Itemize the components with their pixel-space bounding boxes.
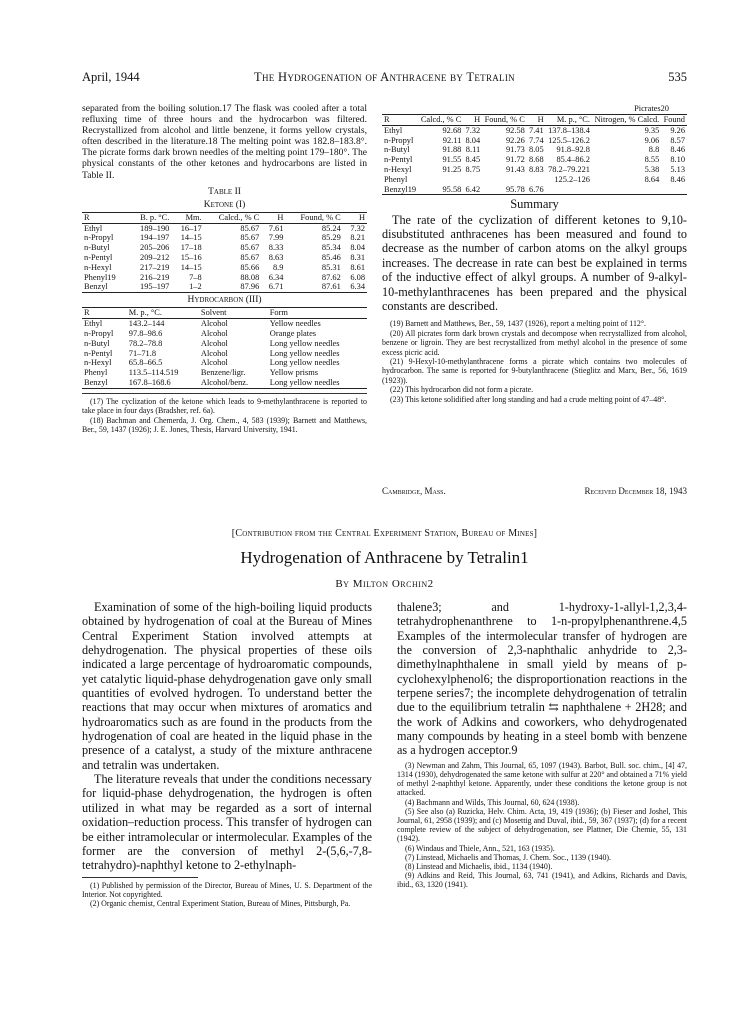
analysis-cell: 8.46 [670,174,685,184]
ketone-cell: 209–212 [140,253,170,263]
summary-heading: Summary [510,197,559,212]
hydrocarbon-cell: Alcohol [200,328,228,338]
article-right-footnotes [397,761,687,890]
ketone-cell: 7.32 [350,223,365,233]
analysis-cell: 91.8–92.8 [556,145,590,155]
analysis-row [382,165,687,175]
hydrocarbon-header-cell: M. p., °C. [128,308,162,318]
ketone-cell: 216–219 [140,272,170,282]
analysis-cell [546,185,592,195]
hydrocarbon-cell: 71–71.8 [128,348,156,358]
hydrocarbon-cell: Yellow needles [269,319,321,329]
ketone-cell: n-Butyl [84,243,110,253]
ketone-cell: Benzyl [84,282,108,292]
analysis-cell [592,185,661,195]
analysis-row [382,125,687,135]
analysis-cell: 7.41 [529,125,544,135]
right-top-footnotes [382,319,687,404]
footnote: (6) Windaus and Thiele, Ann., 521, 163 (1935). [405,843,555,853]
article-right-column [397,600,687,890]
analysis-header-cell: H [474,115,481,125]
analysis-cell: 91.73 [505,145,525,155]
hydrocarbon-cell: 97.8–98.6 [128,328,163,338]
ketone-cell: 14–15 [180,233,202,243]
analysis-cell [418,175,463,185]
ketone-cell: 15–16 [180,253,202,263]
article-title: Hydrogenation of Anthracene by Tetralin1 [240,548,529,567]
ketone-cell: 85.67 [240,243,260,253]
body-paragraph-3: thalene3; and 1-hydroxy-1-allyl-1,2,3,4-tetrahydrophenanthrene to 1-n-propylphenanthrene.4,5 Examples of the intermolecular transfer of hydrogen are the conversion of 2,3-naphthalic anhydride to 2,3-dimethylnaphthalene in small yield by means of p-cyclohexylphenol6; the disproportionation reactions in the terpene series7; the incomplete dehydrogenation of tetralin due to the equilibrium tetralin ⇆ naphthalene + 2H28; and the work of Adkins and coworkers, who dehydrogenated many compounds by heating in a steel bomb with benzene as a hydrogen acceptor.9 [397,600,687,758]
footnote: (3) Newman and Zahm, This Journal, 65, 1097 (1943). Barbot, Bull. soc. chim., [4] 47, 1314 (1930), dehydrogenated the same ketone with sulfur at 220° and obtained a 71% yield of methyl 2-naphthyl ketone. Apparently, under these conditions the ketone group is not attacked. [397,760,687,798]
hydrocarbon-cell: Long yellow needles [269,358,340,368]
analysis-cell [463,175,482,185]
footnote: (18) Bachman and Chemerda, J. Org. Chem., 4, 583 (1939); Barnett and Matthews, Ber., 59, 1437 (1926); J. E. Jones, Thesis, Harvard University, 1941. [82,415,367,434]
ketone-cell: 1–2 [189,282,202,292]
analysis-cell: 92.26 [505,135,525,145]
ketone-cell: 189–190 [140,223,170,233]
ketone-header-cell: Calcd., % C [218,212,260,222]
analysis-table-header [382,115,687,126]
analysis-cell: 91.55 [442,155,462,165]
ketone-cell: 205–206 [140,243,170,253]
analysis-cell: Benzyl19 [384,184,417,194]
picrates-label: Picrates20 [634,104,669,113]
footnote: (22) This hydrocarbon did not form a picrate. [390,385,534,395]
hydrocarbon-cell: Alcohol [200,358,228,368]
ketone-header-cell: B. p. °C. [140,212,170,222]
analysis-cell: n-Hexyl [384,165,412,175]
hydrocarbon-cell: Long yellow needles [269,377,340,387]
analysis-cell: 6.42 [465,184,481,194]
hydrocarbon-header-cell: R [84,308,90,318]
ketone-cell: 85.31 [321,262,341,272]
hydrocarbon-row [82,349,367,359]
hydrocarbon-cell: Alcohol [200,338,228,348]
hydrocarbon-cell: 65.8–66.5 [128,358,163,368]
analysis-row [382,175,687,185]
analysis-cell: n-Propyl [384,135,414,145]
analysis-header-cell: Nitrogen, % Calcd. [594,115,660,125]
analysis-header-cell: Calcd., % C [420,115,462,125]
analysis-header-cell: M. p., °C. [556,115,590,125]
ketone-cell: 195–197 [140,282,170,292]
analysis-cell: 8.45 [465,155,481,165]
analysis-cell: 8.11 [465,145,481,155]
ketone-cell: n-Hexyl [84,262,112,272]
hydrocarbon-row [82,339,367,349]
footnote: (20) All picrates form dark brown crystals and decompose when recrystallized from alcohol, benzene or ligroin. They are best recrystallized from methyl alcohol in the presence of some excess picric acid. [382,328,687,357]
ketone-cell: 85.46 [321,253,341,263]
analysis-row [382,145,687,155]
ketone-row [82,223,367,233]
ketone-cell: 85.66 [240,262,260,272]
footnote: (8) Linstead and Michaelis, ibid., 1134 (1940). [405,862,553,872]
footnote: (2) Organic chemist, Central Experiment Station, Bureau of Mines, Pittsburgh, Pa. [90,898,351,908]
ketone-cell: 8.61 [350,262,365,272]
analysis-cell: 91.88 [442,145,462,155]
hydrocarbon-table-header [82,308,367,319]
analysis-cell: 137.8–138.4 [548,125,590,135]
ketone-cell: n-Pentyl [84,253,113,263]
analysis-cell: 91.72 [505,155,525,165]
analysis-header-cell: Found [663,115,685,125]
hydrocarbon-cell: Alcohol [200,319,228,329]
place: Cambridge, Mass. [382,486,446,496]
header-title: The Hydrogenation of Anthracene by Tetralin [254,70,515,84]
analysis-cell: 92.68 [442,125,462,135]
running-header [82,70,687,86]
ketone-cell: 16–17 [180,223,202,233]
ketone-cell: 7.99 [268,233,284,243]
ketone-cell: 8.63 [268,253,284,263]
hydrocarbon-cell: Yellow prisms [269,368,319,378]
hydrocarbon-cell: Long yellow needles [269,338,340,348]
analysis-cell: 125.5–126.2 [548,135,590,145]
hydrocarbon-caption: Hydrocarbon (III) [187,295,262,306]
analysis-cell: 8.04 [465,135,481,145]
contribution-line: [Contribution from the Central Experiment Station, Bureau of Mines] [231,528,538,539]
ketone-cell: n-Propyl [84,233,114,243]
ketone-cell: 87.61 [321,282,341,292]
ketone-cell: 85.29 [321,233,341,243]
analysis-cell: 8.64 [644,174,660,184]
left-top-footnotes [82,397,367,435]
ketone-cell: 6.34 [350,282,365,292]
ketone-table-header [82,212,367,223]
article-byline: By Milton Orchin2 [335,578,434,590]
ketone-cell: 14–15 [180,262,202,272]
analysis-cell: Ethyl [384,125,403,135]
hydrocarbon-row [82,378,367,388]
analysis-cell: 125.2–126 [554,174,590,184]
body-paragraph-2: The literature reveals that under the conditions necessary for liquid-phase dehydrogenation, the hydrogen is often utilized in what may be regarded as a sort of internal oxidation–reduction process. This transfer of hydrogen can be either intramolecular or intermolecular. Examples of the former are the conversion of methyl 2-(5,6,-7,8-tetrahydro)-naphthyl ketone to 2-ethylnaph- [82,772,372,873]
analysis-cell: 91.25 [442,165,462,175]
hydrocarbon-cell: Benzyl [84,377,108,387]
ketone-cell: Ethyl [84,223,103,233]
ketone-row [82,273,367,283]
hydrocarbon-cell: 167.8–168.6 [128,377,171,387]
analysis-cell: 85.4–86.2 [556,155,590,165]
ketone-cell: 8.31 [350,253,365,263]
ketone-header-cell: Found, % C [300,212,341,222]
ketone-row [82,253,367,263]
ketone-cell: 6.71 [268,282,284,292]
analysis-cell [661,185,687,195]
analysis-cell [482,175,527,185]
hydrocarbon-cell: n-Hexyl [84,358,112,368]
hydrocarbon-cell: Long yellow needles [269,348,340,358]
received-date: Received December 18, 1943 [584,486,687,496]
analysis-cell: n-Butyl [384,145,410,155]
intro-paragraph: separated from the boiling solution.17 The flask was cooled after a total refluxing time of three hours and the hydrocarbon was filtered. Recrystallized from alcohol and little benzene, it forms yellow crystals, often described in the literature.18 The melting point was 182.8–183.8°. The picrate forms dark brown needles of the melting point 179–180°. The physical constants of the other ketones and hydrocarbons are listed in Table II. [82,103,367,181]
hydrocarbon-cell: 113.5–114.519 [128,368,179,378]
hydrocarbon-table [82,307,367,388]
table-caption: Table II [208,186,241,197]
ketone-cell: 7–8 [189,272,202,282]
ketone-cell: 8.04 [350,243,365,253]
analysis-cell: 78.2–79.221 [548,165,590,175]
analysis-cell: 9.35 [644,125,660,135]
footnote-rule [82,393,367,394]
ketone-header-cell: H [358,212,365,222]
analysis-cell: 91.43 [505,165,525,175]
analysis-cell: 5.38 [644,165,660,175]
ketone-cell: 8.21 [350,233,365,243]
hydrocarbon-analysis-table [382,114,687,195]
ketone-cell: 8.9 [272,262,284,272]
analysis-cell: 5.13 [670,165,685,175]
analysis-cell: 8.8 [648,145,660,155]
body-paragraph-1: Examination of some of the high-boiling liquid products obtained by hydrogenation of coal at the Bureau of Mines Central Experiment Station involved attempts at dehydrogenation. The physical properties of these oils indicated a large percentage of hydroaromatic compounds, yet catalytic liquid-phase dehydrogenation gave only small quantities of evolved hydrogen. To understand better the reactions that may occur when mixtures of aromatics and hydroaromatics such as are found in the products from the hydrogenation of coal are heated in the liquid phase in the presence of a catalyst, a study of the mixture anthracene and tetralin was undertaken. [82,600,372,772]
ketone-cell: 7.61 [268,223,284,233]
ketone-cell: 6.08 [350,272,365,282]
hydrocarbon-row [82,358,367,368]
ketone-cell: 8.33 [268,243,284,253]
analysis-cell: 8.68 [529,155,544,165]
analysis-header-cell: H [537,115,544,125]
hydrocarbon-cell: Alcohol/benz. [200,377,249,387]
hydrocarbon-table-body [82,319,367,389]
hydrocarbon-cell: Benzene/ligr. [200,368,246,378]
ketone-cell: Phenyl19 [84,272,116,282]
footnote: (23) This ketone solidified after long standing and had a crude melting point of 47–48°. [390,394,667,404]
ketone-cell: 87.62 [321,272,341,282]
ketone-cell: 87.96 [240,282,260,292]
footnote: (21) 9-Hexyl-10-methylanthracene forms a picrate which contains two molecules of hydrocarbon. The same is reported for 9-butylanthracene (Stieglitz and Marx, Ber., 56, 1619 (1923)). [382,357,687,385]
analysis-cell: n-Pentyl [384,155,413,165]
analysis-cell: 8.10 [670,155,685,165]
ketone-cell: 85.34 [321,243,341,253]
analysis-cell: 8.46 [670,145,685,155]
page-number: 535 [668,70,687,84]
analysis-header-cell: Found, % C [484,115,525,125]
ketone-table-body [82,223,367,293]
ketone-cell: 6.34 [268,272,284,282]
analysis-cell: 92.11 [442,135,462,145]
footnote: (5) See also (a) Ruzicka, Helv. Chim. Acta, 19, 419 (1936); (b) Fieser and Joshel, This Journal, 61, 2958 (1939); and (c) Mosettig and Duval, ibid., 59, 367 (1937); (d) for a recent complete review of the subject of dehydrogenation, see Plattner, Die Chemie, 55, 131 (1942). [397,806,687,844]
footnote: (7) Linstead, Michaelis and Thomas, J. Chem. Soc., 1139 (1940). [405,852,611,862]
article-left-footnotes [82,881,372,909]
analysis-cell: 8.57 [670,135,685,145]
hydrocarbon-cell: Ethyl [84,319,103,329]
ketone-header-cell: Mm. [185,212,202,222]
analysis-row [382,136,687,146]
ketone-cell: 85.67 [240,253,260,263]
right-top-column [382,103,687,404]
analysis-cell: 6.76 [529,184,544,194]
hydrocarbon-cell: Orange plates [269,328,317,338]
analysis-cell: 95.58 [442,184,462,194]
footnote: (19) Barnett and Matthews, Ber., 59, 1437 (1926), report a melting point of 112°. [390,319,646,329]
article-left-column [82,600,372,908]
ketone-header-cell: H [277,212,284,222]
ketone-cell: 194–197 [140,233,170,243]
footnote: (1) Published by permission of the Director, Bureau of Mines, U. S. Department of the Interior. Not copyrighted. [82,880,372,899]
analysis-cell: 7.74 [529,135,544,145]
hydrocarbon-header-cell: Form [269,308,288,318]
ketone-row [82,282,367,292]
ketone-cell: 17–18 [180,243,202,253]
ketone-cell: 85.24 [321,223,341,233]
article-footnote-rule [82,877,198,878]
analysis-cell: 95.78 [505,184,525,194]
ketone-row [82,243,367,253]
ketone-header-cell: R [84,212,90,222]
analysis-header-cell: R [384,115,390,125]
analysis-cell: 8.55 [644,155,660,165]
header-date: April, 1944 [82,70,140,84]
ketone-caption: Ketone (I) [203,199,246,210]
hydrocarbon-cell: 78.2–78.8 [128,338,163,348]
analysis-table-body [382,125,687,195]
ketone-cell: 217–219 [140,262,170,272]
analysis-cell: 92.58 [505,125,525,135]
hydrocarbon-cell: n-Butyl [84,338,110,348]
ketone-cell: 85.67 [240,223,260,233]
analysis-cell: 9.26 [670,125,685,135]
hydrocarbon-cell: Alcohol [200,348,228,358]
analysis-cell [527,175,546,185]
analysis-row [382,155,687,165]
analysis-cell: 8.83 [529,165,544,175]
footnote: (4) Bachmann and Wilds, This Journal, 60, 624 (1938). [405,797,580,807]
hydrocarbon-cell: n-Pentyl [84,348,113,358]
hydrocarbon-row [82,319,367,329]
hydrocarbon-header-cell: Solvent [200,308,227,318]
analysis-row [382,185,687,195]
footnote: (9) Adkins and Reid, This Journal, 63, 741 (1941), and Adkins, Richards and Davis, ibid., 63, 1320 (1941). [397,871,687,890]
hydrocarbon-cell: 143.2–144 [128,319,165,329]
hydrocarbon-cell: Phenyl [84,368,108,378]
summary-text: The rate of the cyclization of different ketones to 9,10-disubstituted anthracenes has been measured and found to decrease as the number of carbon atoms on the alkyl groups increases. The decrease in rate can best be explained in terms of the inductive effect of alkyl groups. A number of 9-alkyl-10-methylanthracenes has been prepared and the physical constants are described. [382,212,687,313]
analysis-cell: Phenyl [384,174,408,184]
analysis-cell: 7.32 [465,125,481,135]
ketone-cell: 88.08 [240,272,260,282]
hydrocarbon-row [82,329,367,339]
ketone-row [82,263,367,273]
left-top-column [82,103,367,434]
ketone-row [82,233,367,243]
ketone-cell: 85.67 [240,233,260,243]
analysis-cell: 8.05 [529,145,544,155]
analysis-cell: 9.06 [644,135,660,145]
footnote: (17) The cyclization of the ketone which leads to 9-methylanthracene is reported to take place in four days (Bradsher, ref. 6a). [82,396,367,416]
ketone-table [82,212,367,293]
analysis-cell: 8.75 [465,165,481,175]
hydrocarbon-cell: n-Propyl [84,328,114,338]
hydrocarbon-row [82,368,367,378]
